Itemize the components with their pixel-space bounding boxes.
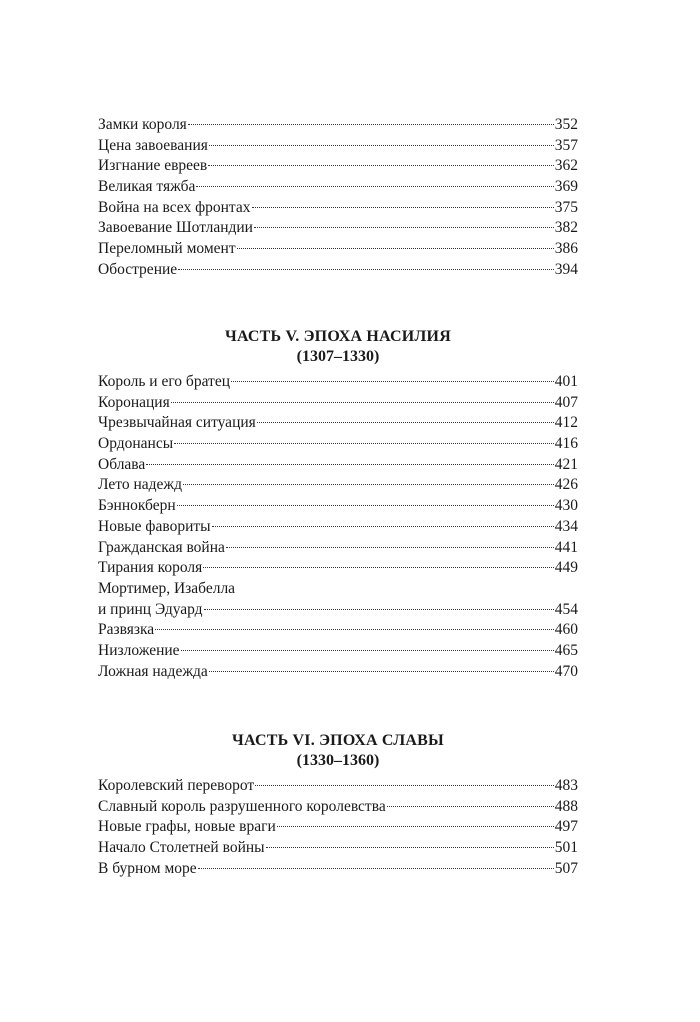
- toc-entry-title-line-1: Мортимер, Изабелла: [98, 579, 236, 597]
- toc-entry: [98, 817, 578, 838]
- part-6-years: (1330–1360): [296, 752, 380, 769]
- toc-entry: [98, 115, 578, 136]
- toc-entry-page: 375: [554, 198, 578, 216]
- dot-leader: [212, 526, 554, 527]
- toc-entry-title: Низложение: [98, 641, 180, 659]
- dot-leader: [146, 464, 553, 465]
- toc-entry-page: 386: [554, 240, 578, 258]
- dot-leader: [277, 826, 554, 827]
- toc-entry-page: 441: [554, 538, 578, 556]
- toc-entry-title: Ордонансы: [98, 435, 174, 453]
- dot-leader: [252, 207, 554, 208]
- dot-leader: [181, 650, 554, 651]
- toc-entry-page: 465: [554, 641, 578, 659]
- toc-entry-title: Королевский переворот: [98, 777, 255, 794]
- toc-entry: [98, 475, 578, 496]
- toc-entry: [98, 797, 578, 818]
- toc-entry-page: 421: [554, 455, 578, 473]
- toc-entry: [98, 413, 578, 434]
- toc-entry-title: Развязка: [98, 621, 155, 639]
- toc-entry-title: Цена завоевания: [98, 136, 208, 154]
- dot-leader: [183, 484, 554, 485]
- toc-entry-title: Ложная надежда: [98, 662, 208, 680]
- toc-entry-title: Чрезвычайная ситуация: [98, 414, 256, 432]
- toc-entry-title: Новые графы, новые враги: [98, 818, 276, 836]
- dot-leader: [178, 269, 554, 270]
- toc-entry-page: 501: [554, 839, 578, 857]
- dot-leader: [155, 629, 554, 630]
- dot-leader: [237, 248, 554, 249]
- toc-entry-page: 382: [554, 219, 578, 237]
- toc-entry: [98, 776, 578, 797]
- toc-entry-page: 352: [554, 116, 578, 133]
- toc-entry: [98, 455, 578, 476]
- part-6-heading: ЧАСТЬ VI. ЭПОХА СЛАВЫ: [232, 732, 444, 749]
- dot-leader: [209, 671, 554, 672]
- toc-entry: [98, 177, 578, 198]
- toc-entry-page: 394: [554, 260, 578, 278]
- toc-entry-title: Изгнание евреев: [98, 157, 208, 175]
- dot-leader: [208, 165, 554, 166]
- dot-leader: [177, 505, 554, 506]
- toc-entry-page: 449: [554, 559, 578, 577]
- toc-entry-page: 412: [554, 414, 578, 432]
- toc-entry-page: 507: [554, 859, 578, 877]
- toc-entry: [98, 393, 578, 414]
- toc-entry-title: Бэннокберн: [98, 497, 176, 515]
- toc-entry-page: 407: [554, 393, 578, 411]
- dot-leader: [203, 567, 553, 568]
- toc-entry-page: 497: [554, 818, 578, 836]
- toc-entry-page: 483: [554, 777, 578, 794]
- dot-leader: [188, 124, 554, 125]
- toc-entry: [98, 662, 578, 683]
- toc-entry: [98, 136, 578, 157]
- toc-entry-page: 426: [554, 476, 578, 494]
- toc-entry-title: Новые фавориты: [98, 517, 211, 535]
- toc-entry-title: Завоевание Шотландии: [98, 219, 253, 237]
- toc-entry-page: 362: [554, 157, 578, 175]
- dot-leader: [196, 186, 553, 187]
- dot-leader: [257, 422, 554, 423]
- toc-entry: [98, 859, 578, 880]
- dot-leader: [204, 609, 554, 610]
- part-5-heading: ЧАСТЬ V. ЭПОХА НАСИЛИЯ: [225, 328, 451, 345]
- toc-entry-title: Славный король разрушенного королевства: [98, 797, 386, 815]
- toc-entry: [98, 434, 578, 455]
- dot-leader: [255, 785, 554, 786]
- toc-entry-page: 488: [554, 797, 578, 815]
- dot-leader: [174, 443, 554, 444]
- toc-entry-title: Замки короля: [98, 116, 187, 133]
- toc-entry: [98, 538, 578, 559]
- toc-entry: [98, 156, 578, 177]
- toc-entry: [98, 496, 578, 517]
- toc-entry-page: 401: [554, 373, 578, 390]
- dot-leader: [226, 547, 554, 548]
- toc-entry-page: 470: [554, 662, 578, 680]
- toc-block-part-5: [98, 372, 578, 682]
- dot-leader: [266, 847, 554, 848]
- toc-entry: [98, 641, 578, 662]
- toc-entry: [98, 517, 578, 538]
- toc-entry-page: 460: [554, 621, 578, 639]
- dot-leader: [254, 227, 554, 228]
- toc-entry-page: 454: [554, 600, 578, 618]
- toc-entry: [98, 239, 578, 260]
- toc-entry-title: Переломный момент: [98, 240, 236, 258]
- toc-entry: [98, 218, 578, 239]
- toc-entry-title: Война на всех фронтах: [98, 198, 251, 216]
- toc-entry-title: Король и его братец: [98, 373, 230, 390]
- toc-entry-title: Начало Столетней войны: [98, 839, 265, 857]
- toc-entry: [98, 558, 578, 579]
- toc-block-part-6: [98, 776, 578, 879]
- toc-entry-title: Великая тяжба: [98, 178, 196, 196]
- toc-entry-title: Обострение: [98, 260, 178, 278]
- toc-entry-title: Гражданская война: [98, 538, 225, 556]
- toc-entry-title: Коронация: [98, 393, 170, 411]
- toc-entry-title: Лето надежд: [98, 476, 183, 494]
- toc-entry-title: Облава: [98, 455, 146, 473]
- toc-entry-page: 416: [554, 435, 578, 453]
- toc-block-1: [98, 115, 578, 281]
- toc-entry: [98, 620, 578, 641]
- toc-entry: [98, 838, 578, 859]
- part-5-years: (1307–1330): [296, 348, 380, 365]
- toc-entry: [98, 579, 578, 620]
- toc-entry-page: 430: [554, 497, 578, 515]
- toc-entry: [98, 372, 578, 393]
- toc-entry-page: 434: [554, 517, 578, 535]
- dot-leader: [171, 402, 554, 403]
- toc-entry-title: Тирания короля: [98, 559, 203, 577]
- toc-entry-title: В бурном море: [98, 859, 197, 877]
- dot-leader: [387, 806, 554, 807]
- toc-entry-page: 369: [554, 178, 578, 196]
- dot-leader: [209, 145, 554, 146]
- toc-entry: [98, 198, 578, 219]
- toc-entry-title-line-2: и принц Эдуард: [98, 600, 203, 618]
- dot-leader: [231, 381, 554, 382]
- toc-entry: [98, 260, 578, 281]
- toc-entry-page: 357: [554, 136, 578, 154]
- dot-leader: [198, 868, 554, 869]
